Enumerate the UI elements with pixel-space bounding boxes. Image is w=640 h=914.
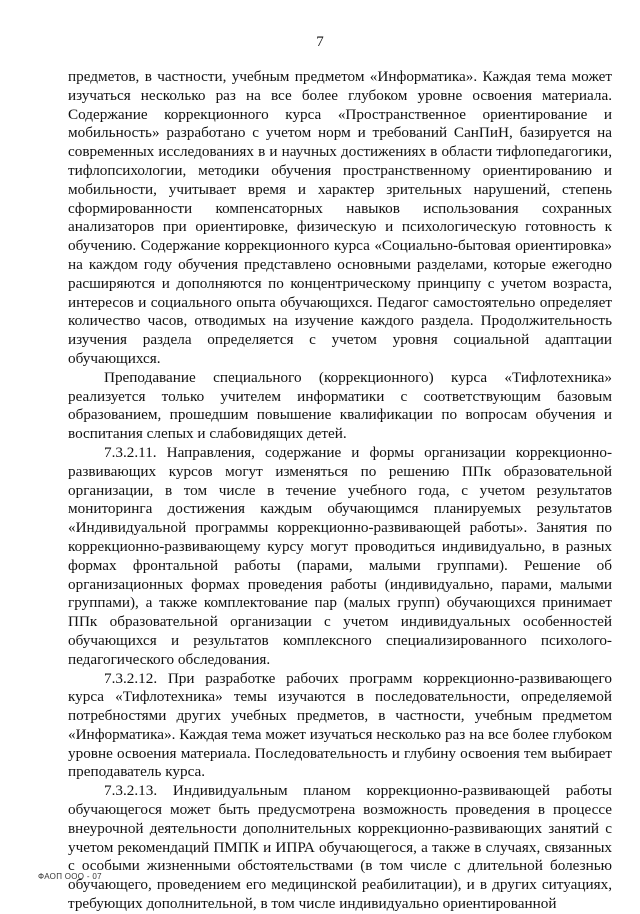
- document-body: [68, 68, 612, 914]
- paragraph-7-3-2-13: 7.3.2.13. Индивидуальным планом коррекционно-развивающей работы обучающегося может быть предусмотрена возможность проведения в процессе внеурочной деятельности дополнительных коррекционно-развивающих занятий с учетом рекомендаций ПМПК и ИПРА обучающегося, а также в случаях, связанных с особыми жизненными обстоятельствами (в том числе с длительной болезнью обучающего, проведением его медицинской реабилитации), и в других ситуациях, требующих дополнительной, в том числе индивидуально ориентированной: [68, 782, 612, 913]
- page-number: 7: [316, 34, 324, 50]
- page-footer: ФАОП ООО - 07: [38, 872, 102, 881]
- paragraph-tiflotechnika-teaching: Преподавание специального (коррекционного) курса «Тифлотехника» реализуется только учителем информатики с соответствующим базовым образованием, прошедшим повышение квалификации по вопросам обучения и воспитания слепых и слабовидящих детей.: [68, 368, 612, 443]
- paragraph-7-3-2-12: 7.3.2.12. При разработке рабочих программ коррекционно-развивающего курса «Тифлотехника» темы изучаются в последовательности, определяемой потребностями других учебных предметов, в частности, учебным предметом «Информатика». Каждая тема может изучаться несколько раз на все более глубоком уровне освоения материала. Последовательность и глубину освоения тем выбирает преподаватель курса.: [68, 669, 612, 781]
- paragraph-continuation: предметов, в частности, учебным предметом «Информатика». Каждая тема может изучаться несколько раз на все более глубоком уровне освоения материала. Содержание коррекционного курса «Пространственное ориентирование и мобильность» разработано с учетом норм и требований СанПиН, базируется на современных исследованиях в и научных достижениях в области тифлопедагогики, тифлопсихологии, методики обучения пространственному ориентированию и мобильности, учитывает время и характер зрительных нарушений, степень сформированности компенсаторных навыков использования сохранных анализаторов при ориентировке, физическую и психологическую готовность к обучению. Содержание коррекционного курса «Социально-бытовая ориентировка» на каждом году обучения представлено основными разделами, которые ежегодно расширяются и дополняются по концентрическому принципу с учетом возраста, интересов и социального опыта обучающихся. Педагог самостоятельно определяет количество часов, отводимых на изучение каждого раздела. Продолжительность изучения раздела определяется с учетом уровня социальной адаптации обучающихся.: [68, 68, 612, 367]
- paragraph-7-3-2-11: 7.3.2.11. Направления, содержание и формы организации коррекционно-развивающих курсов могут изменяться по решению ППк образовательной организации, в том числе в течение учебного года, с учетом результатов мониторинга достижения каждым обучающимся планируемых результатов «Индивидуальной программы коррекционно-развивающей работы». Занятия по коррекционно-развивающему курсу могут проводиться индивидуально, в разных формах фронтальной работы (парами, малыми группами). Решение об организационных формах проведения работы (индивидуально, парами, малыми группами), а также комплектование пар (малых групп) обучающихся принимает ППк образовательной организации с учетом индивидуальных особенностей обучающихся и результатов комплексного специализированного психолого-педагогического обследования.: [68, 443, 612, 668]
